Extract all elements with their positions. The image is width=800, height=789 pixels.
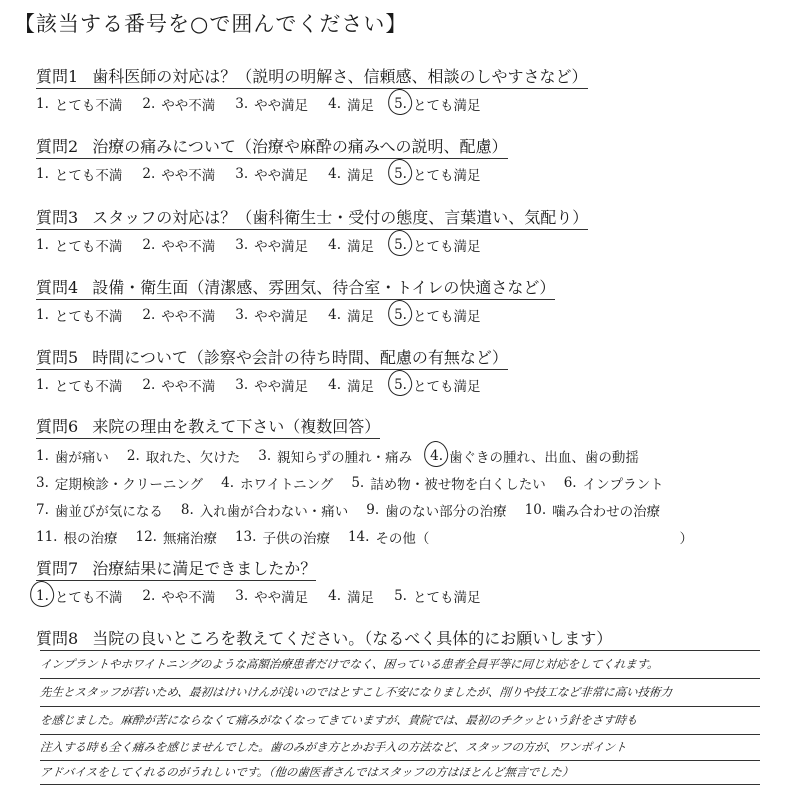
question-title	[36, 414, 380, 439]
reason-option[interactable]: 10. 噛み合わせの治療	[524, 502, 661, 520]
reason-option-selected[interactable]: 4. 歯ぐきの腫れ、出血、歯の動揺	[430, 448, 639, 466]
option-5-selected[interactable]: 5. とても満足	[394, 237, 481, 255]
option-2[interactable]: 2. やや不満	[142, 96, 216, 114]
question-title	[36, 275, 555, 300]
answer-line	[40, 760, 760, 761]
question-number: 質問1	[36, 67, 79, 86]
question-text: 当院の良いところを教えてください。（なるべく具体的にお願いします）	[92, 629, 613, 648]
reason-option[interactable]: 4. ホワイトニング	[221, 475, 334, 493]
question-2	[36, 134, 776, 184]
option-3[interactable]: 3. やや満足	[235, 96, 309, 114]
reason-option[interactable]: 1. 歯が痛い	[36, 448, 109, 466]
reason-option[interactable]: 7. 歯並びが気になる	[36, 502, 163, 520]
reason-option-other[interactable]: 14. その他（ ）	[347, 529, 693, 547]
question-6	[36, 414, 776, 547]
option-5[interactable]: 5. とても満足	[394, 588, 481, 606]
option-4[interactable]: 4. 満足	[328, 96, 375, 114]
reason-option[interactable]: 3. 親知らずの腫れ・痛み	[258, 448, 413, 466]
question-text: 来院の理由を教えて下さい（複数回答）	[92, 417, 381, 436]
option-5-selected[interactable]: 5. とても満足	[394, 166, 481, 184]
reason-option[interactable]: 6. インプラント	[563, 475, 664, 493]
option-1[interactable]: 1. とても不満	[36, 377, 123, 395]
option-1[interactable]: 1. とても不満	[36, 166, 123, 184]
question-3	[36, 205, 776, 255]
question-8	[36, 626, 776, 650]
question-text: 歯科医師の対応は？（説明の明解さ、信頼感、相談のしやすさなど）	[92, 67, 588, 86]
question-title	[36, 556, 316, 581]
handwritten-answer-line: 注入する時も全く痛みを感じませんでした。歯のみがき方とかお手入の方法など、スタッフの方が、ワンポイント	[39, 740, 628, 754]
option-4[interactable]: 4. 満足	[328, 588, 375, 606]
handwritten-answer-line: インプラントやホワイトニングのような高額治療患者だけでなく、困っている患者全員平等に同じ対応をしてくれます。	[39, 657, 660, 671]
answer-line	[40, 650, 760, 651]
answer-line	[40, 706, 760, 707]
option-3[interactable]: 3. やや満足	[235, 166, 309, 184]
question-7	[36, 556, 776, 606]
question-number: 質問2	[36, 137, 79, 156]
option-1-selected[interactable]: 1. とても不満	[36, 588, 123, 606]
instruction-header: 【該当する番号を○で囲んでください】	[14, 12, 408, 36]
question-text: 設備・衛生面（清潔感、雰囲気、待合室・トイレの快適さなど）	[92, 278, 556, 297]
reason-option[interactable]: 8. 入れ歯が合わない・痛い	[180, 502, 349, 520]
answer-line	[40, 734, 760, 735]
option-3[interactable]: 3. やや満足	[235, 237, 309, 255]
option-4[interactable]: 4. 満足	[328, 237, 375, 255]
answer-line	[40, 784, 760, 785]
option-4[interactable]: 4. 満足	[328, 307, 375, 325]
question-5	[36, 345, 776, 395]
question-title	[36, 345, 508, 370]
reason-option[interactable]: 5. 詰め物・被せ物を白くしたい	[351, 475, 546, 493]
handwritten-answer-line: アドバイスをしてくれるのがうれしいです。（他の歯医者さんではスタッフの方はほとんど無言でした）	[39, 765, 575, 779]
question-title	[36, 64, 588, 89]
option-4[interactable]: 4. 満足	[328, 166, 375, 184]
reason-option[interactable]: 13. 子供の治療	[234, 529, 330, 547]
option-3[interactable]: 3. やや満足	[235, 377, 309, 395]
handwritten-answer-line: を感じました。麻酔が苦にならなくて痛みがなくなってきていますが、貴院では、最初のチクッという針をさす時も	[39, 713, 639, 727]
question-number: 質問5	[36, 348, 79, 367]
option-3[interactable]: 3. やや満足	[235, 307, 309, 325]
question-title	[36, 205, 588, 230]
close-paren: ）	[679, 531, 693, 547]
question-4	[36, 275, 776, 325]
question-number: 質問6	[36, 417, 79, 436]
question-number: 質問7	[36, 559, 79, 578]
handwritten-answer-line: 先生とスタッフが若いため、最初はけいけんが浅いのではとすこし不安になりましたが、削りや技工など非常に高い技術力	[39, 685, 673, 699]
option-1[interactable]: 1. とても不満	[36, 237, 123, 255]
option-2[interactable]: 2. やや不満	[142, 307, 216, 325]
reason-option[interactable]: 9. 歯のない部分の治療	[366, 502, 507, 520]
option-5-selected[interactable]: 5. とても満足	[394, 96, 481, 114]
option-2[interactable]: 2. やや不満	[142, 377, 216, 395]
option-4[interactable]: 4. 満足	[328, 377, 375, 395]
reason-option[interactable]: 2. 取れた、欠けた	[126, 448, 241, 466]
option-1[interactable]: 1. とても不満	[36, 96, 123, 114]
question-text: 時間について（診察や会計の待ち時間、配慮の有無など）	[92, 348, 508, 367]
question-1	[36, 64, 776, 114]
question-title	[36, 626, 612, 650]
option-2[interactable]: 2. やや不満	[142, 588, 216, 606]
question-text: 治療結果に満足できましたか？	[92, 559, 317, 578]
answer-line	[40, 678, 760, 679]
question-number: 質問3	[36, 208, 79, 227]
question-text: 治療の痛みについて（治療や麻酔の痛みへの説明、配慮）	[92, 137, 508, 156]
question-number: 質問8	[36, 629, 79, 648]
option-2[interactable]: 2. やや不満	[142, 166, 216, 184]
question-number: 質問4	[36, 278, 79, 297]
reason-option[interactable]: 12. 無痛治療	[135, 529, 217, 547]
option-5-selected[interactable]: 5. とても満足	[394, 307, 481, 325]
option-2[interactable]: 2. やや不満	[142, 237, 216, 255]
reason-option[interactable]: 3. 定期検診・クリーニング	[36, 475, 204, 493]
question-text: スタッフの対応は？（歯科衛生士・受付の態度、言葉遣い、気配り）	[92, 208, 589, 227]
option-5-selected[interactable]: 5. とても満足	[394, 377, 481, 395]
reason-option[interactable]: 11. 根の治療	[36, 529, 118, 547]
question-title	[36, 134, 508, 159]
option-1[interactable]: 1. とても不満	[36, 307, 123, 325]
option-3[interactable]: 3. やや満足	[235, 588, 309, 606]
